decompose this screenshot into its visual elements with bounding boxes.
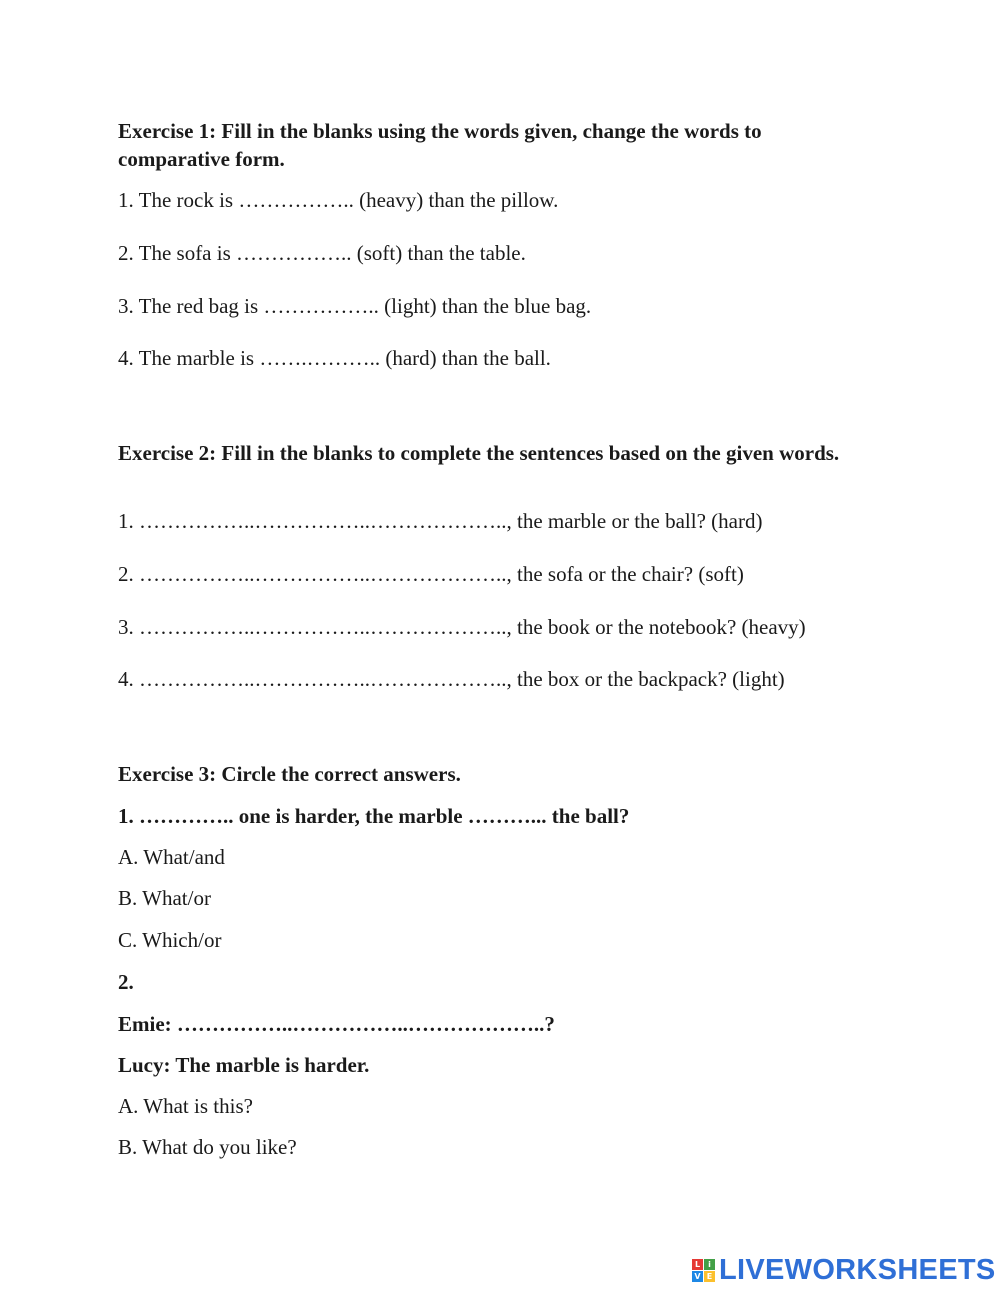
exercise-2-heading: Exercise 2: Fill in the blanks to complete the sentences based on the given words. <box>118 441 840 465</box>
logo-mark-cell-2: i <box>704 1259 715 1270</box>
logo-mark-icon <box>692 1259 715 1282</box>
exercise-3-question-1: 1. ………….. one is harder, the marble ………... the ball? <box>118 804 630 828</box>
exercise-1-item-3: 3. The red bag is …………….. (light) than the blue bag. <box>118 294 592 318</box>
exercise-3-heading: Exercise 3: Circle the correct answers. <box>118 762 461 786</box>
exercise-1-item-4: 4. The marble is …….……….. (hard) than the ball. <box>118 346 551 370</box>
exercise-1-heading: Exercise 1: Fill in the blanks using the words given, change the words to comparative form. <box>118 119 762 171</box>
exercise-3-q2-emie-line: Emie: ……………..……………..………………..? <box>118 1012 555 1036</box>
exercise-2-item-3: 3. ……………..……………..……………….., the book or the notebook? (heavy) <box>118 615 806 639</box>
logo-mark-cell-1: L <box>692 1259 703 1270</box>
exercise-3-q2-lucy-line: Lucy: The marble is harder. <box>118 1053 370 1077</box>
liveworksheets-logo <box>692 1255 996 1285</box>
exercise-3-q1-option-b[interactable]: B. What/or <box>118 886 211 910</box>
exercise-3-question-2-number: 2. <box>118 970 134 994</box>
logo-text: LIVEWORKSHEETS <box>719 1254 996 1286</box>
exercise-3-q1-option-c[interactable]: C. Which/or <box>118 928 222 952</box>
exercise-3-q1-option-a[interactable]: A. What/and <box>118 845 225 869</box>
logo-mark-cell-3: V <box>692 1271 703 1282</box>
exercise-2-item-1: 1. ……………..……………..……………….., the marble or the ball? (hard) <box>118 509 763 533</box>
exercise-2-item-4: 4. ……………..……………..……………….., the box or the backpack? (light) <box>118 667 785 691</box>
logo-mark-cell-4: E <box>704 1271 715 1282</box>
exercise-2-item-2: 2. ……………..……………..……………….., the sofa or the chair? (soft) <box>118 562 744 586</box>
exercise-3-q2-option-a[interactable]: A. What is this? <box>118 1094 253 1118</box>
exercise-3-q2-option-b[interactable]: B. What do you like? <box>118 1135 297 1159</box>
exercise-1-item-1: 1. The rock is …………….. (heavy) than the pillow. <box>118 188 559 212</box>
exercise-1-item-2: 2. The sofa is …………….. (soft) than the table. <box>118 241 526 265</box>
